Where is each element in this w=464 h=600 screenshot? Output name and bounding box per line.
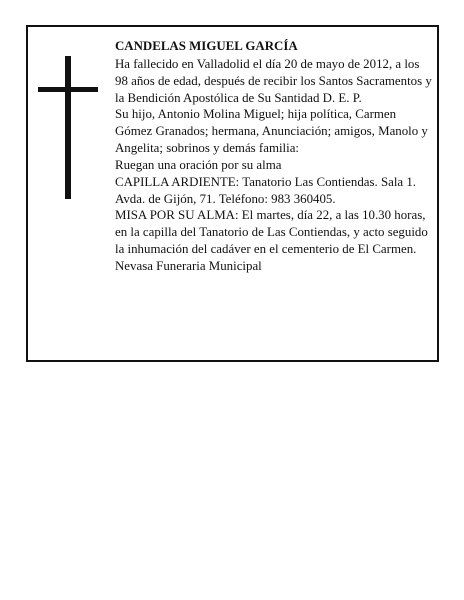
deceased-name: CANDELAS MIGUEL GARCÍA: [115, 39, 298, 53]
death-announcement: Ha fallecido en Valladolid el día 20 de mayo de 2012, a los 98 años de edad, después de recibir los Santos Sacramentos y la Bendición Apostólica de Su Santidad D. E. P.: [115, 56, 432, 105]
funeral-home: Nevasa Funeraria Municipal: [115, 258, 262, 273]
obituary-notice: [26, 25, 439, 362]
cross-icon: [38, 56, 98, 199]
notice-text: [115, 38, 433, 275]
mass-info: MISA POR SU ALMA: El martes, día 22, a las 10.30 horas, en la capilla del Tanatorio de Las Contiendas, y acto seguido la inhumación del cadáver en el cementerio de El Carmen.: [115, 208, 428, 257]
prayer-request: Ruegan una oración por su alma: [115, 157, 282, 172]
cross-horizontal-bar: [38, 87, 98, 92]
chapel-info: CAPILLA ARDIENTE: Tanatorio Las Contiendas. Sala 1. Avda. de Gijón, 71. Teléfono: 983 360405.: [115, 174, 417, 206]
cross-vertical-bar: [65, 56, 71, 199]
family-list: Su hijo, Antonio Molina Miguel; hija política, Carmen Gómez Granados; hermana, Anunciación; amigos, Manolo y Angelita; sobrinos y demás familia:: [115, 107, 428, 156]
